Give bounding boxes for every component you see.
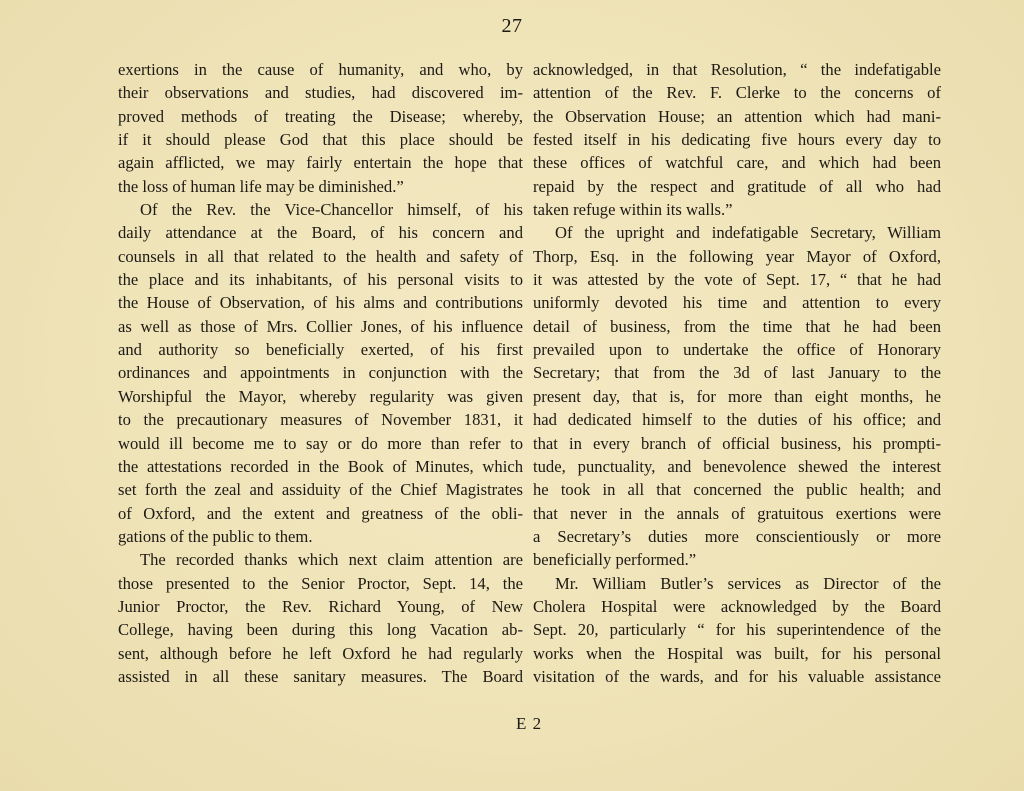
text-line: beneficially performed.” <box>533 550 697 570</box>
text-line: daily attendance at the Board, of his concern and <box>118 223 523 243</box>
text-line: Cholera Hospital were acknowledged by the Board <box>533 596 941 616</box>
text-line: Of the upright and indefatigable Secretary, William <box>555 223 941 243</box>
text-line: uniformly devoted his time and attention to every <box>533 293 941 313</box>
text-line: their observations and studies, had discovered im- <box>118 83 523 103</box>
text-line: visitation of the wards, and for his valuable assistance <box>533 666 941 686</box>
text-line: tude, punctuality, and benevolence shewed the interest <box>533 456 941 476</box>
text-line: Junior Proctor, the Rev. Richard Young, of New <box>118 596 523 616</box>
text-line: present day, that is, for more than eight months, he <box>533 386 941 406</box>
text-line: the loss of human life may be diminished.” <box>118 176 404 196</box>
text-line: would ill become me to say or do more than refer to <box>118 433 523 453</box>
text-line: the place and its inhabitants, of his personal visits to <box>118 270 523 290</box>
text-line: assisted in all these sanitary measures. The Board <box>118 666 523 686</box>
text-line: The recorded thanks which next claim attention are <box>140 550 523 570</box>
text-line: the House of Observation, of his alms and contributions <box>118 293 523 313</box>
text-line: the attestations recorded in the Book of Minutes, which <box>118 456 523 476</box>
text-line: attention of the Rev. F. Clerke to the concerns of <box>533 83 941 103</box>
text-line: Thorp, Esq. in the following year Mayor of Oxford, <box>533 246 941 266</box>
text-line: fested itself in his dedicating five hours every day to <box>533 130 941 150</box>
text-line: set forth the zeal and assiduity of the Chief Magistrates <box>118 480 523 500</box>
text-line: College, having been during this long Vacation ab- <box>118 620 523 640</box>
text-line: Secretary; that from the 3d of last January to the <box>533 363 941 383</box>
text-line: if it should please God that this place should be <box>118 130 523 150</box>
text-line: acknowledged, in that Resolution, “ the indefatigable <box>533 60 941 79</box>
text-line: repaid by the respect and gratitude of all who had <box>533 176 941 196</box>
text-line: Of the Rev. the Vice-Chancellor himself, of his <box>140 200 523 220</box>
text-line: counsels in all that related to the health and safety of <box>118 246 523 266</box>
text-line: had dedicated himself to the duties of his office; and <box>533 410 941 430</box>
text-line: a Secretary’s duties more conscientiously or more <box>533 526 941 546</box>
text-line: it was attested by the vote of Sept. 17, “ that he had <box>533 270 941 290</box>
text-line: ordinances and appointments in conjunction with the <box>118 363 523 383</box>
text-line: and authority so beneficially exerted, of his first <box>118 340 523 360</box>
text-line: that never in the annals of gratuitous exertions were <box>533 503 941 523</box>
text-line: again afflicted, we may fairly entertain the hope that <box>118 153 523 173</box>
page-number: 27 <box>501 15 523 37</box>
text-line: of Oxford, and the extent and greatness of the obli- <box>118 503 523 523</box>
text-line: these offices of watchful care, and which had been <box>533 153 941 173</box>
text-line: proved methods of treating the Disease; whereby, <box>118 106 523 126</box>
left-column <box>118 58 523 688</box>
text-line: Sept. 20, particularly “ for his superintendence of the <box>533 620 941 640</box>
right-column <box>533 58 941 688</box>
text-line: detail of business, from the time that he had been <box>533 316 941 336</box>
text-line: the Observation House; an attention which had mani- <box>533 106 941 126</box>
text-line: works when the Hospital was built, for his personal <box>533 643 941 663</box>
text-line: Worshipful the Mayor, whereby regularity was given <box>118 386 523 406</box>
text-line: exertions in the cause of humanity, and who, by <box>118 60 523 79</box>
signature-mark: E 2 <box>516 714 543 733</box>
text-line: to the precautionary measures of November 1831, it <box>118 410 523 430</box>
text-line: gations of the public to them. <box>118 526 313 546</box>
text-line: taken refuge within its walls.” <box>533 200 733 220</box>
text-line: sent, although before he left Oxford he had regularly <box>118 643 523 663</box>
text-line: Mr. William Butler’s services as Director of the <box>555 573 941 593</box>
text-line: he took in all that concerned the public health; and <box>533 480 941 500</box>
text-line: prevailed upon to undertake the office of Honorary <box>533 340 941 360</box>
text-line: that in every branch of official business, his prompti- <box>533 433 941 453</box>
text-line: those presented to the Senior Proctor, Sept. 14, the <box>118 573 523 593</box>
text-line: as well as those of Mrs. Collier Jones, of his influence <box>118 316 523 336</box>
